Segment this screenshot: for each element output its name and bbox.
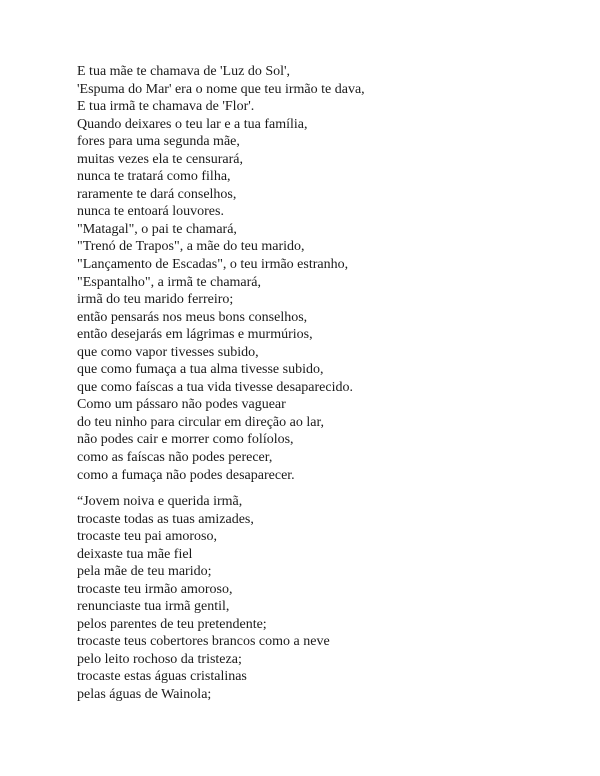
poem-line: 'Espuma do Mar' era o nome que teu irmão te dava, bbox=[77, 81, 365, 97]
poem-line: do teu ninho para circular em direção ao lar, bbox=[77, 414, 325, 430]
poem-line: que como faíscas a tua vida tivesse desaparecido. bbox=[77, 379, 354, 395]
poem-line: Como um pássaro não podes vaguear bbox=[77, 397, 286, 413]
poem-line: renunciaste tua irmã gentil, bbox=[77, 599, 230, 615]
poem-line: então pensarás nos meus bons conselhos, bbox=[77, 309, 308, 325]
poem-line: não podes cair e morrer como folíolos, bbox=[77, 432, 294, 448]
poem-line: nunca te entoará louvores. bbox=[77, 204, 224, 220]
poem-line: como as faíscas não podes perecer, bbox=[77, 450, 273, 466]
poem-line: pelos parentes de teu pretendente; bbox=[77, 616, 267, 632]
poem-line: E tua mãe te chamava de 'Luz do Sol', bbox=[77, 64, 291, 79]
stanza-1 bbox=[77, 63, 365, 484]
poem-line: trocaste teu pai amoroso, bbox=[77, 529, 217, 545]
poem-line: "Trenó de Trapos", a mãe do teu marido, bbox=[77, 239, 305, 255]
poem-line: raramente te dará conselhos, bbox=[77, 186, 237, 202]
poem-line: trocaste todas as tuas amizades, bbox=[77, 511, 254, 527]
poem-line: deixaste tua mãe fiel bbox=[77, 546, 193, 562]
poem-line: então desejarás em lágrimas e murmúrios, bbox=[77, 327, 313, 343]
poem-line: pelas águas de Wainola; bbox=[77, 687, 212, 703]
poem-line: nunca te tratará como filha, bbox=[77, 169, 231, 185]
poem-line: como a fumaça não podes desaparecer. bbox=[77, 467, 295, 483]
poem-line: "Espantalho", a irmã te chamará, bbox=[77, 274, 262, 290]
poem-line: que como fumaça a tua alma tivesse subido, bbox=[77, 362, 324, 378]
poem-line: "Lançamento de Escadas", o teu irmão estranho, bbox=[77, 257, 349, 273]
poem-line: muitas vezes ela te censurará, bbox=[77, 151, 243, 167]
poem-line: fores para uma segunda mãe, bbox=[77, 134, 240, 150]
stanza-2 bbox=[77, 493, 330, 704]
poem-line: trocaste teus cobertores brancos como a neve bbox=[77, 634, 330, 650]
poem-line: “Jovem noiva e querida irmã, bbox=[77, 494, 243, 509]
poem-line: pela mãe de teu marido; bbox=[77, 564, 212, 580]
poem-line: irmã do teu marido ferreiro; bbox=[77, 292, 234, 308]
poem-line: "Matagal", o pai te chamará, bbox=[77, 221, 237, 237]
poem-line: que como vapor tivesses subido, bbox=[77, 344, 259, 360]
poem-line: trocaste estas águas cristalinas bbox=[77, 669, 247, 685]
poem-line: pelo leito rochoso da tristeza; bbox=[77, 651, 242, 667]
poem-line: E tua irmã te chamava de 'Flor'. bbox=[77, 99, 255, 115]
poem-line: trocaste teu irmão amoroso, bbox=[77, 581, 233, 597]
poem-line: Quando deixares o teu lar e a tua família, bbox=[77, 116, 308, 132]
